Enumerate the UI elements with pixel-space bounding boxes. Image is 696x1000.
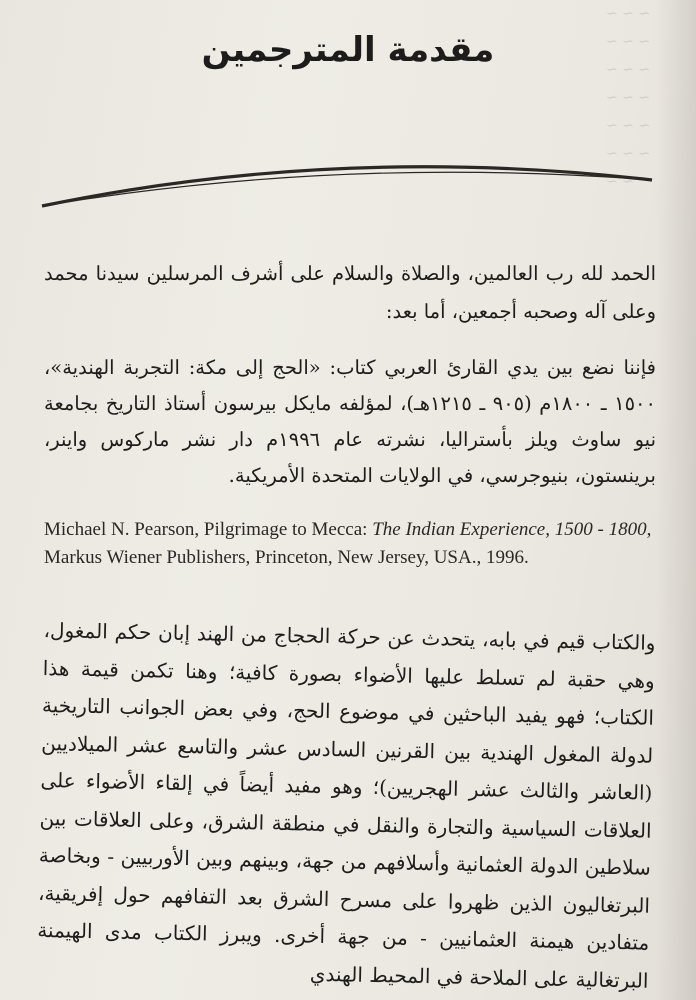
chapter-title: مقدمة المترجمين [201,30,495,70]
bleed-through-text: ~ ~ ~ ~ ~ ~ ~ ~ ~ ~ ~ ~ ~ ~ ~ ~ ~ ~ ~ ~ [606,6,651,190]
citation-publisher: , Markus Wiener Publishers, Princeton, New Jersey, USA., 1996. [44,519,652,568]
praise-paragraph: الحمد لله رب العالمين، والصلاة والسلام على أشرف المرسلين سيدنا محمد وعلى آله وصحبه أجمعين، أما بعد: [44,262,656,323]
citation-author-title: Michael N. Pearson, Pilgrimage to Mecca: [44,519,373,540]
title-ornament-divider [40,150,660,220]
intro-paragraph: فإننا نضع بين يدي القارئ العربي كتاب: «الحج إلى مكة: التجربة الهندية»، ١٥٠٠ ـ ١٨٠٠م (٩٠٥ ـ ١٢١٥هـ)، لمؤلفه مايكل بيرسون أستاذ التاريخ بجامعة نيو ساوث ويلز بأستراليا، نشرته عام ١٩٩٦م دار نشر ماركوس واينر، برينستون، بنيوجرسي، في الولايات المتحدة الأمريكية. [44,356,656,487]
citation-subtitle: The Indian Experience, 1500 - 1800 [372,519,647,540]
bibliographic-citation [44,516,660,572]
book-description-paragraph: والكتاب قيم في بابه، يتحدث عن حركة الحجاج من الهند إبان حكم المغول، وهي حقبة لم تسلط عليها الأضواء بصورة كافية؛ وهنا تكمن قيمة هذا الكتاب؛ فهو يفيد الباحثين في موضوع الحج، وفي بعض الجوانب التاريخية لدولة المغول الهندية بين القرنين السادس عشر والتاسع عشر الميلاديين (العاشر والثالث عشر الهجريين)؛ وهو مفيد أيضاً في إلقاء الأضواء على العلاقات السياسية والتجارة والنقل في منطقة الشرق، وعلى العلاقات بين سلاطين الدولة العثمانية وأسلافهم من جهة، وبينهم وبين الأوربيين - وبخاصة البرتغاليون الذين ظهروا على مسرح الشرق بعد التفافهم حول إفريقية، متفادين هيمنة العثمانيين - من جهة أخرى. ويبرز الكتاب مدى الهيمنة البرتغالية على الملاحة في المحيط الهندي [37,617,656,993]
